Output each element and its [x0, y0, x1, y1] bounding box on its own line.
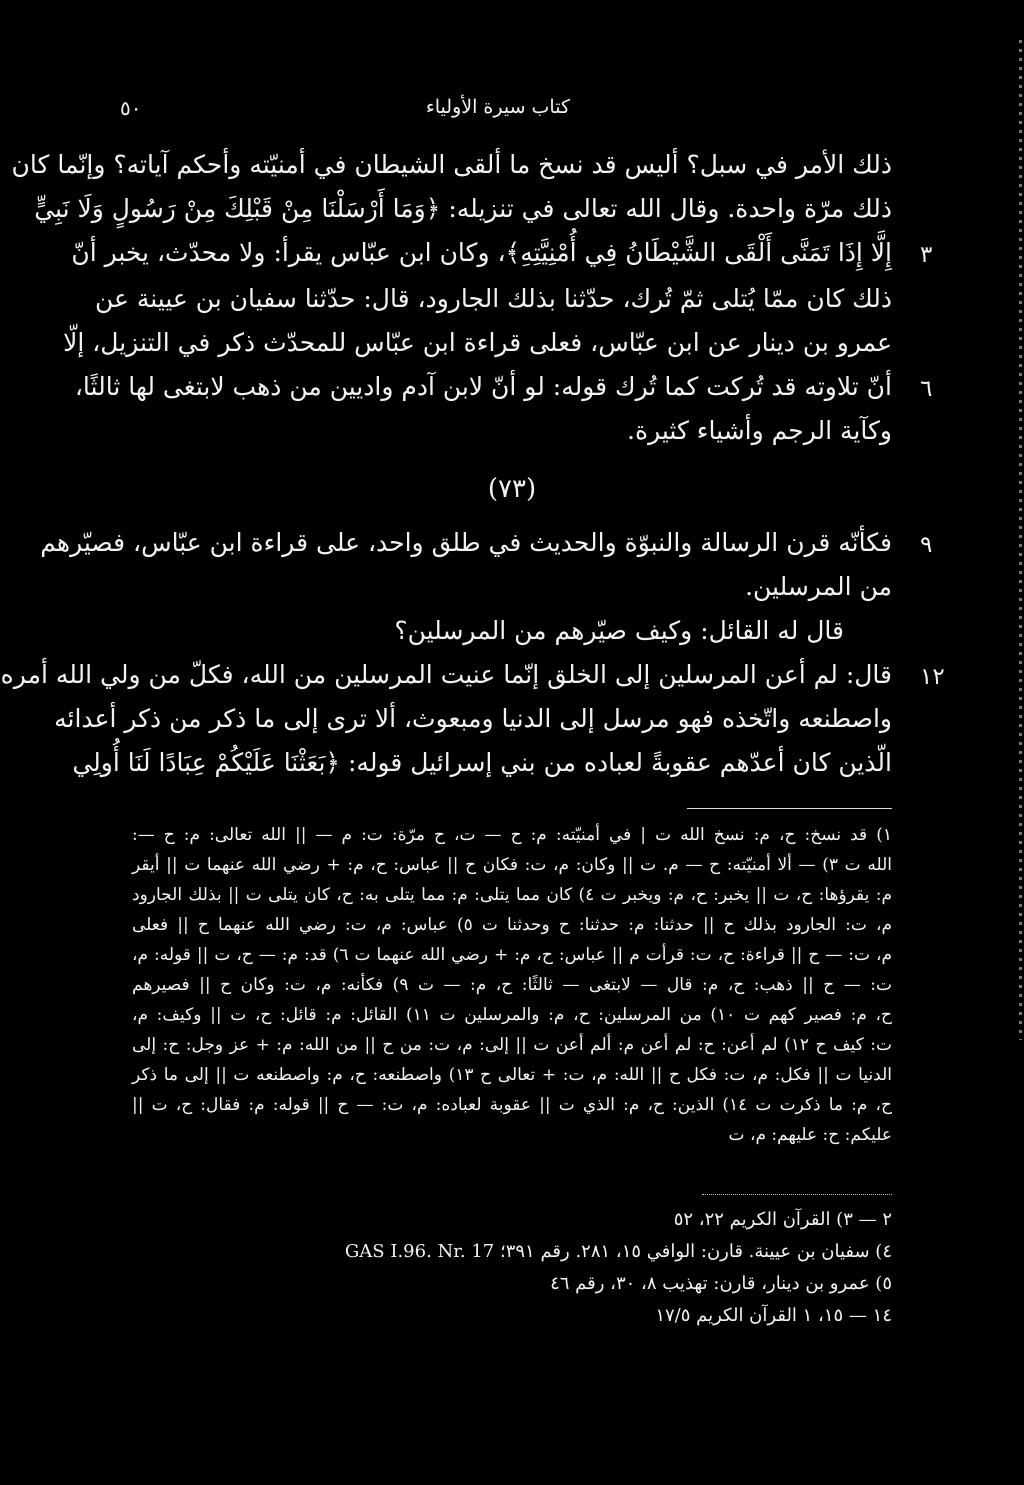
footnote-line: ١) قد نسخ: ح، م: نسخ الله ت | في أمنيّته: م: ح — ت، ح مرّة: ت: م — || الله تعالى: م: ح —: [132, 825, 892, 845]
text-line: إِلَّا إِذَا تَمَنَّى أَلْقَى الشَّيْطَانُ فِي أُمْنِيَّتِهِ﴾، وكان ابن عبّاس يقرأ: ولا محدّث، يخبر أنّ [71, 238, 892, 267]
footnote-line: عليكم: ح: عليهم: م، ت [728, 1125, 892, 1145]
line-number: ٩ [920, 532, 933, 558]
reference-line: ٥) عمرو بن دينار، قارن: تهذيب ٨، ٣٠، رقم ٤٦ [550, 1273, 892, 1294]
line-number: ٦ [920, 376, 933, 402]
footnote-line: الله ت ٣) — ألا أمنيّته: ح — م. ت || وكان: م، ت: فكان ح || عباس: ح، م: + رضي الله عنهما ت || أيقر [132, 855, 892, 875]
text-line: أنّ تلاوته قد تُركت كما تُرك قوله: لو أنّ لابن آدم واديين من ذهب لابتغى لها ثالثًا، [74, 372, 892, 401]
footnote-line: م، ت: الجارود بذلك ح || حدثنا: م: حدثنا: ح وحدثنا ت ٥) عباس: م، ت: رضي الله عنهما ح || فعلى [132, 915, 892, 935]
text-line: ذلك الأمر في سبل؟ أليس قد نسخ ما ألقى الشيطان في أمنيّته وأحكم آياته؟ وإنّما كان [11, 150, 892, 179]
section-heading: (٧٣) [487, 474, 537, 504]
footnote-line: ح، م: ما ذكرت ت ١٤) الذين: ح، م: الذي ت || عقوبة لعباده: م، ت: — ح || قوله: م: فقال: ح، ت || [132, 1095, 892, 1115]
page-number: ٥٠ [120, 96, 142, 120]
footnote-line: م، ت: — ح || قراءة: ح، ت: قرأت م || عباس: ح، م: + رضي الله عنهما ت ٦) قد: م: — ح، ت || قوله: م، [132, 945, 892, 965]
text-line: قال له القائل: وكيف صيّرهم من المرسلين؟ [394, 616, 844, 645]
text-line: واصطنعه واتّخذه فهو مرسل إلى الدنيا ومبعوث، ألا ترى إلى ما ذكر من ذكر أعدائه [54, 704, 892, 733]
reference-line: ١٤ — ١٥، ١ القرآن الكريم ١٧/٥ [655, 1305, 892, 1326]
reference-rule [702, 1194, 892, 1195]
footnote-line: م: يقرؤها: ح، ت || يخبر: ح، م: ويخبر ت ٤) كان مما يتلى: م: مما يتلى به: ح، كان يتلى ت || بذلك الجارود [132, 885, 892, 905]
footnote-line: ت: كيف ح ١٢) لم أعن: ح: لم أعن م: ألم أعن ت || إلى: م، ت: من ح || من الله: م: + عز وجل: ح: إلى [132, 1035, 892, 1055]
footnote-line: ح، م: فصير كهم ت ١٠) من المرسلين: ح، م: والمرسلين ت ١١) القائل: م: قائل: ح، ت || وكيف: م، [132, 1005, 892, 1025]
footnote-rule [687, 808, 892, 809]
line-number: ١٢ [920, 664, 945, 690]
text-line: وكآية الرجم وأشياء كثيرة. [627, 416, 892, 445]
reference-line: ٢ — ٣) القرآن الكريم ٢٢، ٥٢ [673, 1209, 892, 1230]
text-line: من المرسلين. [745, 572, 892, 601]
line-number: ٣ [920, 242, 933, 268]
page-header [120, 96, 890, 126]
text-line: فكأنّه قرن الرسالة والنبوّة والحديث في طلق واحد، على قراءة ابن عبّاس، فصيّرهم [40, 528, 892, 557]
page-edge-marks [1019, 40, 1022, 1040]
text-line: ذلك كان ممّا يُتلى ثمّ تُرك، حدّثنا بذلك الجارود، قال: حدّثنا سفيان بن عيينة عن [94, 284, 892, 313]
footnote-line: الدنيا ت || فكل: م، ت: فكل ح || الله: م، ت: + تعالى ح ١٣) واصطنعه: ح، م: واصطنعه ت || إلى ما ذكر [132, 1065, 893, 1085]
footnote-line: ت: — ح || ذهب: ح، م: قال — لابتغى — ثالثًا: ح، م: — ت ٩) فكأنه: م، ت: وكان ح || فصيرهم [132, 975, 892, 995]
running-title: كتاب سيرة الأولياء [425, 96, 570, 118]
text-line: الّذين كان أعدّهم عقوبةً لعباده من بني إسرائيل قوله: ﴿بَعَثْنَا عَلَيْكُمْ عِبَادًا لَنَا أُولِي [72, 748, 892, 777]
text-line: عمرو بن دينار عن ابن عبّاس، فعلى قراءة ابن عبّاس للمحدّث ذكر في التنزيل، إلّا [63, 328, 892, 357]
text-line: قال: لم أعن المرسلين إلى الخلق إنّما عنيت المرسلين من الله، فكلّ من ولي الله أمره [0, 660, 892, 689]
text-line: ذلك مرّة واحدة. وقال الله تعالى في تنزيله: ﴿وَمَا أَرْسَلْنَا مِنْ قَبْلِكَ مِنْ رَسُولٍ وَلَا نَبِيٍّ [34, 194, 892, 223]
reference-line: ٤) سفيان بن عيينة. قارن: الوافي ١٥، ٢٨١. رقم ٣٩١؛ GAS I.96. Nr. 17 [344, 1241, 892, 1262]
